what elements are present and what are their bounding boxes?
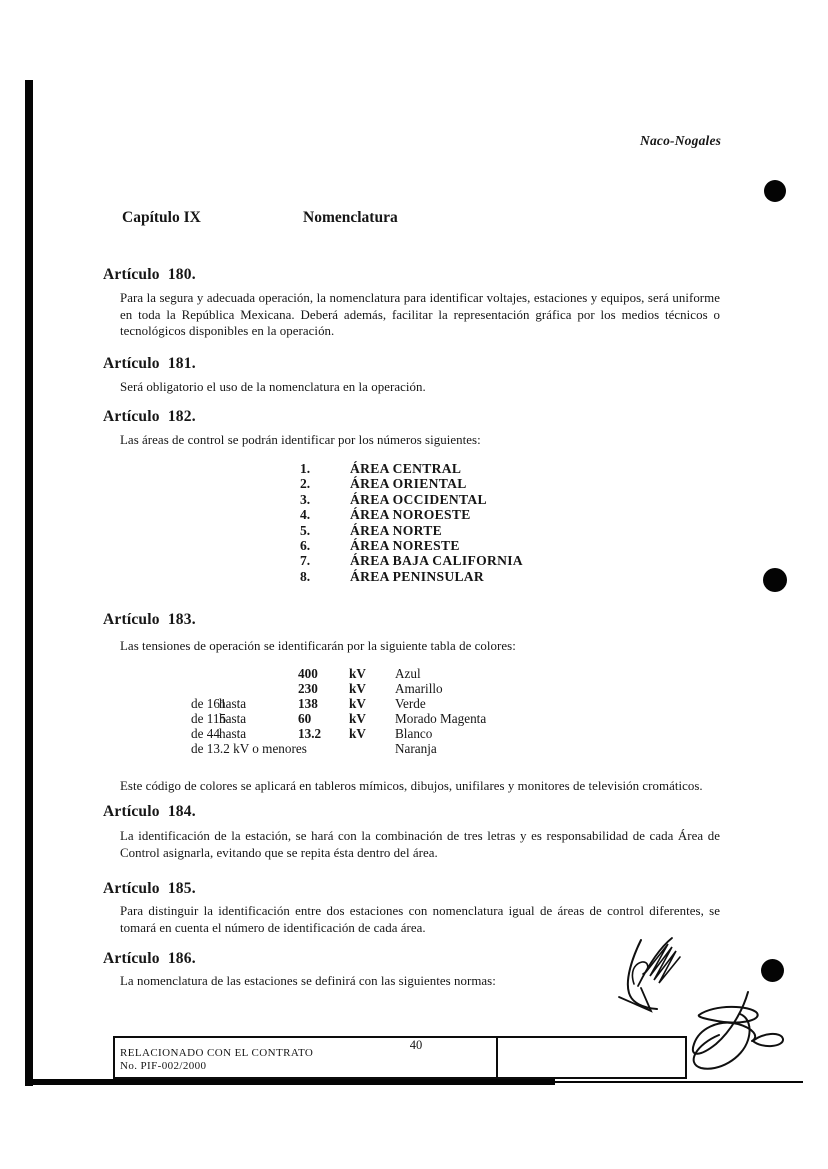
article-183-heading: Artículo 183. [103, 611, 196, 628]
article-185-body: Para distinguir la identificación entre dos estaciones con nomenclatura igual de áreas de control diferentes, se tomará en cuenta el número de identificación de cada área. [120, 904, 720, 935]
footer-contract-line1: RELACIONADO CON EL CONTRATO [120, 1047, 314, 1059]
voltage-range: de 13.2 kV o menores [191, 741, 307, 757]
article-184-body: La identificación de la estación, se hará con la combinación de tres letras y es responsabilidad de cada Área de Control asignarla, evitando que se repita ésta dentro del área. [120, 829, 720, 860]
control-area-name: ÁREA BAJA CALIFORNIA [350, 553, 523, 569]
control-area-number: 5. [300, 522, 311, 538]
voltage-value: 60 [298, 711, 312, 727]
voltage-row [191, 726, 521, 741]
footer-table [113, 1036, 687, 1079]
voltage-color-table [191, 666, 521, 757]
control-area-row [300, 492, 523, 507]
punch-hole-mark-top [764, 180, 786, 202]
voltage-color-name: Amarillo [395, 681, 443, 697]
voltage-value: 138 [298, 696, 318, 712]
article-182-heading: Artículo 182. [103, 408, 196, 425]
voltage-unit: kV [349, 726, 366, 742]
control-area-name: ÁREA NORESTE [350, 537, 460, 553]
punch-hole-mark-middle [763, 568, 787, 592]
article-183-body: Las tensiones de operación se identificarán por la siguiente tabla de colores: [120, 639, 516, 653]
control-area-row [300, 569, 523, 584]
voltage-color-name: Blanco [395, 726, 433, 742]
article-186-heading: Artículo 186. [103, 950, 196, 967]
control-area-number: 1. [300, 461, 311, 476]
voltage-value: 13.2 [298, 726, 322, 742]
article-180-body: Para la segura y adecuada operación, la nomenclatura para identificar voltajes, estaciones y equipos, será uniforme en toda la República Mexicana. Deberá además, facilitar la representación gráfica por los medios técnicos o tecnológicos disponibles en la operación. [120, 291, 720, 339]
header-reference: Naco-Nogales [640, 133, 722, 148]
control-area-number: 7. [300, 553, 311, 569]
bottom-rule-thin [553, 1081, 803, 1083]
voltage-color-name: Morado Magenta [395, 711, 487, 727]
control-area-number: 3. [300, 491, 311, 507]
voltage-hasta: hasta [219, 696, 247, 712]
article-181-heading: Artículo 181. [103, 355, 196, 372]
control-area-number: 8. [300, 568, 311, 584]
chapter-title: Nomenclatura [303, 209, 398, 226]
voltage-range: de 44 [191, 726, 220, 742]
bottom-rule-thick [25, 1079, 555, 1085]
voltage-range: de 161 [191, 696, 227, 712]
control-area-row [300, 476, 523, 491]
control-area-row [300, 523, 523, 538]
article-180-heading: Artículo 180. [103, 266, 196, 283]
control-area-name: ÁREA NORTE [350, 522, 443, 538]
control-area-row [300, 507, 523, 522]
footer-contract-line2: No. PIF-002/2000 [120, 1060, 207, 1072]
color-code-note: Este código de colores se aplicará en tableros mímicos, dibujos, unifilares y monitores de televisión cromáticos. [120, 779, 703, 793]
voltage-unit: kV [349, 681, 366, 697]
article-185-heading: Artículo 185. [103, 880, 196, 897]
voltage-row [191, 741, 521, 756]
left-margin-bar [25, 80, 33, 1086]
voltage-value: 400 [298, 666, 318, 681]
control-area-name: ÁREA CENTRAL [350, 461, 462, 476]
control-area-row [300, 461, 523, 476]
voltage-unit: kV [349, 696, 366, 712]
control-area-name: ÁREA NOROESTE [350, 507, 471, 523]
voltage-row [191, 666, 521, 681]
voltage-hasta: hasta [219, 726, 247, 742]
footer-table-divider [496, 1038, 498, 1077]
control-area-list [300, 461, 523, 584]
voltage-unit: kV [349, 711, 366, 727]
voltage-color-name: Azul [395, 666, 421, 681]
voltage-row [191, 711, 521, 726]
voltage-unit: kV [349, 666, 366, 681]
article-182-body: Las áreas de control se podrán identificar por los números siguientes: [120, 433, 481, 447]
voltage-range: de 115 [191, 711, 227, 727]
voltage-row [191, 696, 521, 711]
article-181-body: Será obligatorio el uso de la nomenclatura en la operación. [120, 380, 426, 394]
control-area-number: 4. [300, 507, 311, 523]
page-number: 40 [409, 1038, 423, 1052]
control-area-row [300, 538, 523, 553]
signature-scribble [619, 938, 680, 1011]
voltage-hasta: hasta [219, 711, 247, 727]
voltage-color-name: Naranja [395, 741, 437, 757]
control-area-name: ÁREA PENINSULAR [350, 568, 485, 584]
control-area-name: ÁREA OCCIDENTAL [350, 491, 487, 507]
article-186-body: La nomenclatura de las estaciones se definirá con las siguientes normas: [120, 974, 496, 988]
voltage-row [191, 681, 521, 696]
signature-flourish [693, 992, 783, 1069]
chapter-label: Capítulo IX [122, 209, 201, 226]
voltage-value: 230 [298, 681, 318, 697]
control-area-number: 2. [300, 476, 311, 492]
control-area-name: ÁREA ORIENTAL [350, 476, 467, 492]
control-area-number: 6. [300, 537, 311, 553]
article-184-heading: Artículo 184. [103, 803, 196, 820]
voltage-color-name: Verde [395, 696, 426, 712]
control-area-row [300, 553, 523, 568]
